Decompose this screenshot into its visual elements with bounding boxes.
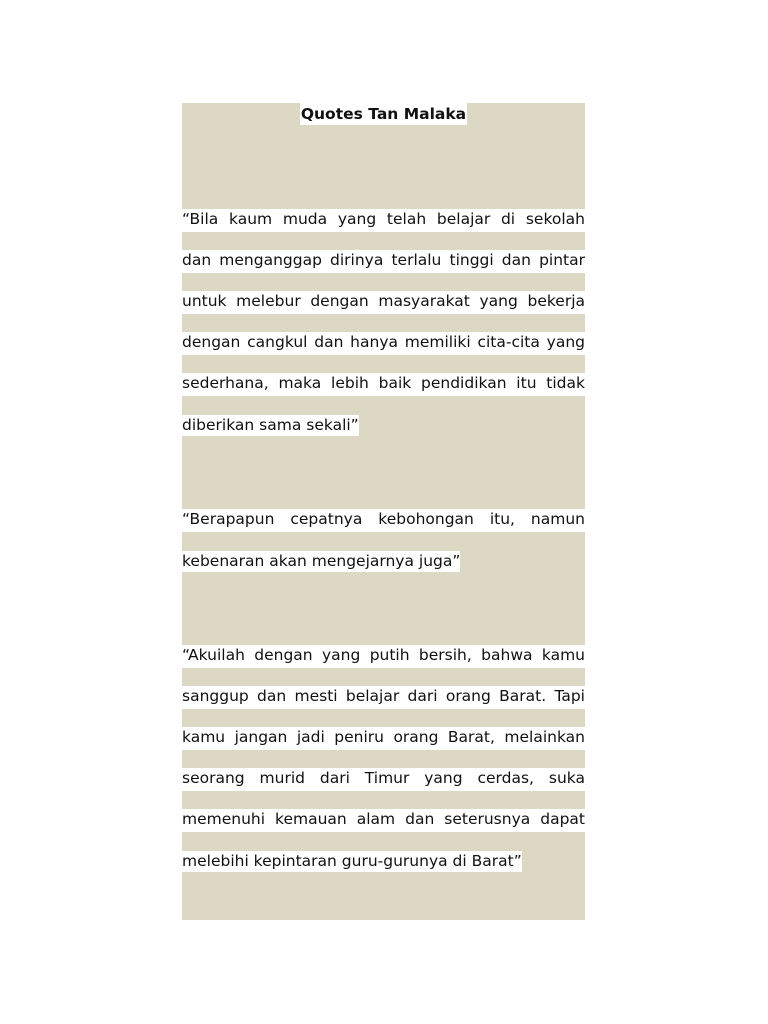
quote-3-line-5 — [182, 809, 585, 832]
quote-line-text: diberikan sama sekali” — [182, 416, 359, 434]
quote-1-line-4 — [182, 332, 585, 355]
quote-2-line-1 — [182, 509, 585, 532]
quote-line-text: kebenaran akan mengejarnya juga” — [182, 552, 461, 570]
quote-3-line-1 — [182, 645, 585, 668]
quote-line-text: dan menganggap dirinya terlalu tinggi dan pintar — [182, 251, 585, 269]
quote-line-text: seorang murid dari Timur yang cerdas, suka — [182, 769, 585, 787]
quote-2-line-2 — [182, 550, 585, 573]
quote-panel — [182, 103, 585, 920]
quote-3-line-4 — [182, 768, 585, 791]
quote-1-line-1 — [182, 209, 585, 232]
quote-line-text: sederhana, maka lebih baik pendidikan itu tidak — [182, 374, 585, 392]
document-title: Quotes Tan Malaka — [300, 105, 467, 123]
quote-line-text: “Berapapun cepatnya kebohongan itu, namun — [182, 510, 585, 528]
quote-line-text: memenuhi kemauan alam dan seterusnya dapat — [182, 810, 585, 828]
quote-1-line-5 — [182, 373, 585, 396]
quote-line-text: “Bila kaum muda yang telah belajar di sekolah — [182, 210, 585, 228]
quote-line-text: melebihi kepintaran guru-gurunya di Barat” — [182, 852, 522, 870]
quote-1-line-3 — [182, 291, 585, 314]
quote-1-line-6 — [182, 414, 585, 437]
quote-line-text: “Akuilah dengan yang putih bersih, bahwa kamu — [182, 646, 585, 664]
quote-line-text: sanggup dan mesti belajar dari orang Barat. Tapi — [182, 687, 585, 705]
quote-line-text: untuk melebur dengan masyarakat yang bekerja — [182, 292, 585, 310]
title-row — [182, 103, 585, 127]
quote-line-text: dengan cangkul dan hanya memiliki cita-cita yang — [182, 333, 585, 351]
quote-3-line-3 — [182, 727, 585, 750]
quote-3-line-6 — [182, 850, 585, 873]
quote-3-line-2 — [182, 686, 585, 709]
quote-line-text: kamu jangan jadi peniru orang Barat, melainkan — [182, 728, 585, 746]
quote-1-line-2 — [182, 250, 585, 273]
